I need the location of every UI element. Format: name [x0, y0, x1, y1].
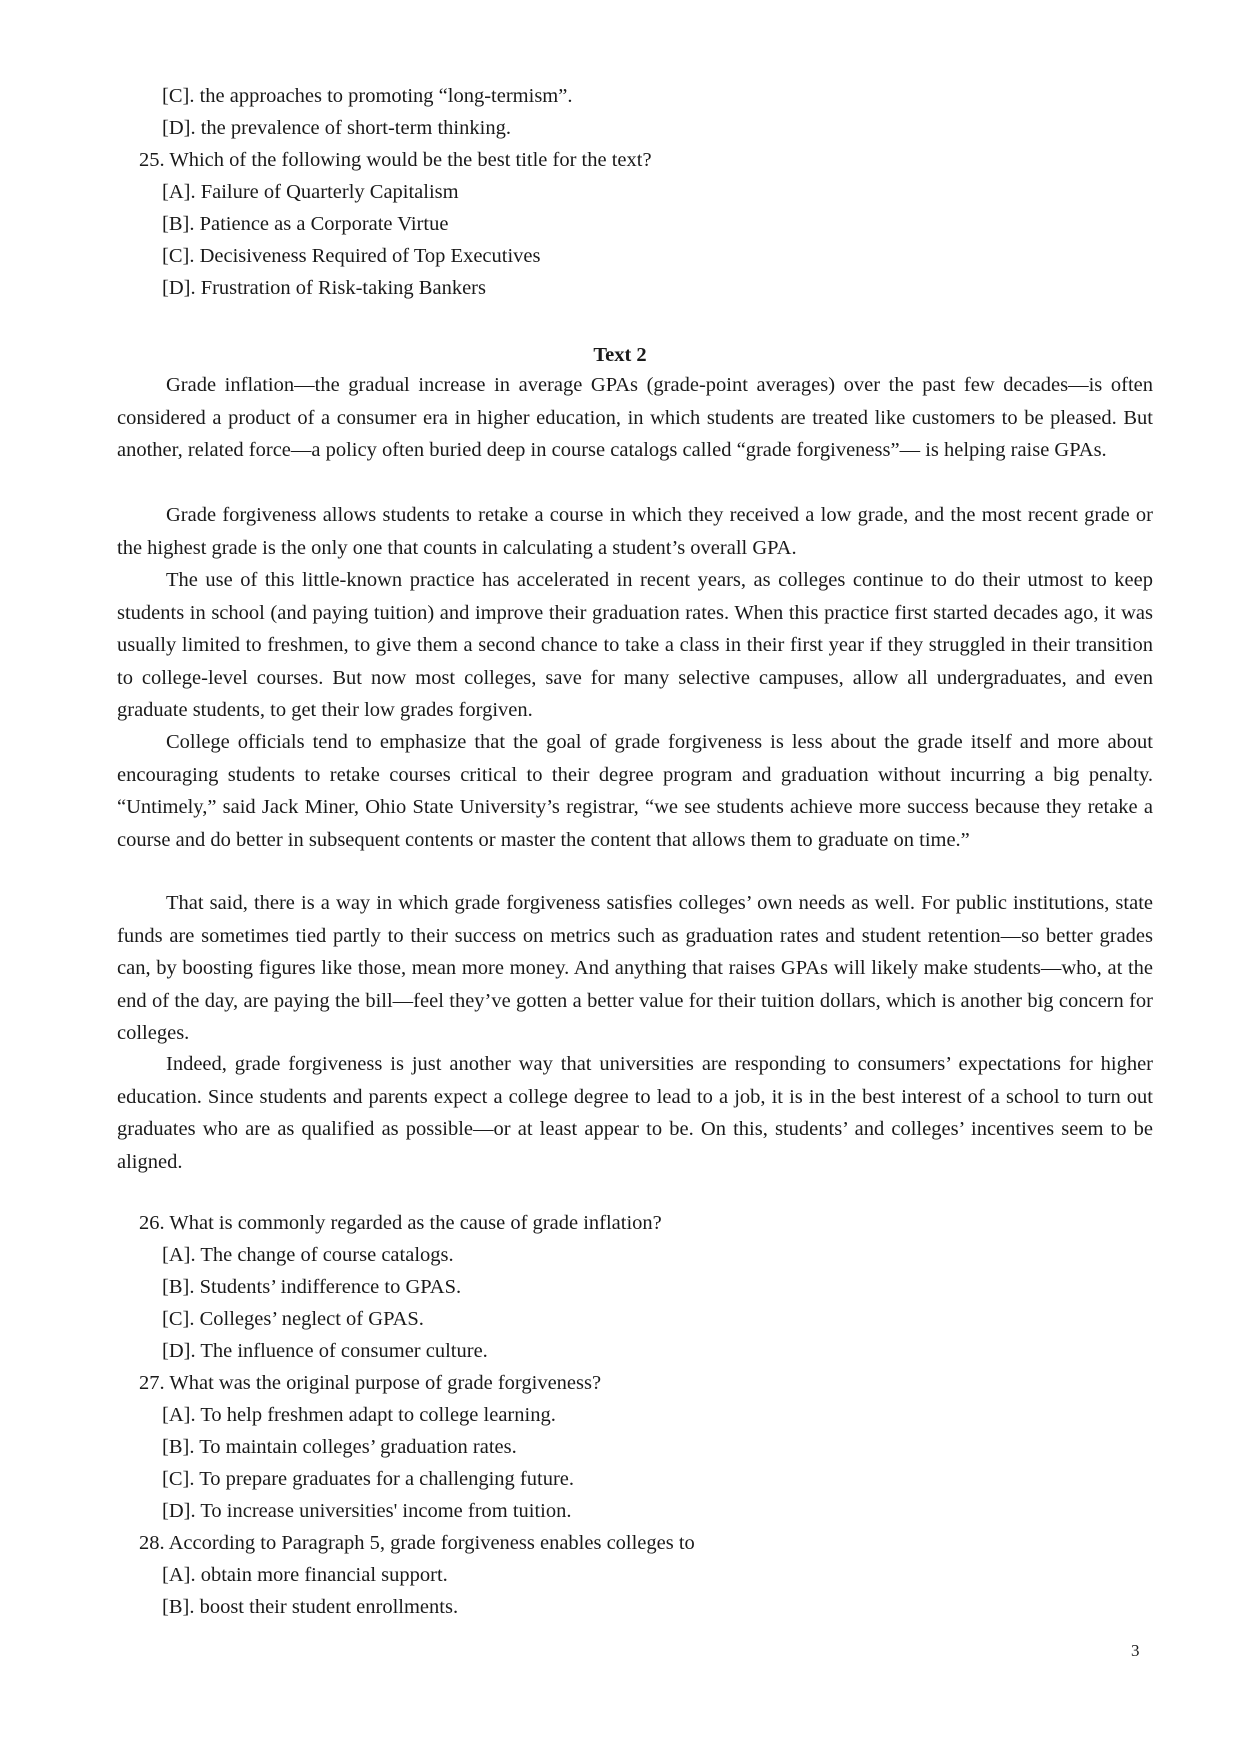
q26-option-b: [B]. Students’ indifference to GPAS.	[162, 1276, 462, 1298]
q25-option-c: [C]. Decisiveness Required of Top Executives	[162, 245, 541, 267]
text2-paragraph-5: That said, there is a way in which grade forgiveness satisfies colleges’ own needs as well. For public institutions, state funds are sometimes tied partly to their success on metrics such as graduation rates and student retention—so better grades can, by boosting figures like those, mean more money. And anything that raises GPAs will likely make students—who, at the end of the day, are paying the bill—feel they’ve gotten a better value for their tuition dollars, which is another big concern for colleges.	[117, 892, 1153, 1044]
q24-option-d: [D]. the prevalence of short-term thinking.	[162, 117, 511, 139]
q27-option-b: [B]. To maintain colleges’ graduation rates.	[162, 1436, 517, 1458]
q26-option-d: [D]. The influence of consumer culture.	[162, 1340, 488, 1362]
q28-question: 28. According to Paragraph 5, grade forgiveness enables colleges to	[139, 1532, 695, 1554]
q27-question: 27. What was the original purpose of grade forgiveness?	[139, 1372, 602, 1394]
text2-title: Text 2	[593, 344, 647, 366]
q24-option-c: [C]. the approaches to promoting “long-termism”.	[162, 85, 573, 107]
q25-question: 25. Which of the following would be the best title for the text?	[139, 149, 652, 171]
q26-question: 26. What is commonly regarded as the cause of grade inflation?	[139, 1212, 662, 1234]
q26-option-a: [A]. The change of course catalogs.	[162, 1244, 454, 1266]
q27-option-d: [D]. To increase universities' income from tuition.	[162, 1500, 572, 1522]
text2-paragraph-1: Grade inflation—the gradual increase in average GPAs (grade-point averages) over the past few decades—is often considered a product of a consumer era in higher education, in which students are treated like customers to be pleased. But another, related force—a policy often buried deep in course catalogs called “grade forgiveness”— is helping raise GPAs.	[117, 374, 1153, 461]
q27-option-c: [C]. To prepare graduates for a challenging future.	[162, 1468, 575, 1490]
text2-paragraph-3: The use of this little-known practice has accelerated in recent years, as colleges continue to do their utmost to keep students in school (and paying tuition) and improve their graduation rates. When this practice first started decades ago, it was usually limited to freshmen, to give them a second chance to take a class in their first year if they struggled in their transition to college-level courses. But now most colleges, save for many selective campuses, allow all undergraduates, and even graduate students, to get their low grades forgiven.	[117, 569, 1153, 721]
text2-paragraph-2: Grade forgiveness allows students to retake a course in which they received a low grade, and the most recent grade or the highest grade is the only one that counts in calculating a student’s overall GPA.	[117, 504, 1153, 559]
text2-paragraph-4: College officials tend to emphasize that the goal of grade forgiveness is less about the grade itself and more about encouraging students to retake courses critical to their degree program and graduation without incurring a big penalty. “Untimely,” said Jack Miner, Ohio State University’s registrar, “we see students achieve more success because they retake a course and do better in subsequent contents or master the content that allows them to graduate on time.”	[117, 731, 1153, 851]
q26-option-c: [C]. Colleges’ neglect of GPAS.	[162, 1308, 424, 1330]
q28-option-a: [A]. obtain more financial support.	[162, 1564, 448, 1586]
q27-option-a: [A]. To help freshmen adapt to college learning.	[162, 1404, 556, 1426]
q28-option-b: [B]. boost their student enrollments.	[162, 1596, 459, 1618]
q25-option-b: [B]. Patience as a Corporate Virtue	[162, 213, 449, 235]
q25-option-a: [A]. Failure of Quarterly Capitalism	[162, 181, 459, 203]
q25-option-d: [D]. Frustration of Risk-taking Bankers	[162, 277, 486, 299]
text2-paragraph-6: Indeed, grade forgiveness is just another way that universities are responding to consumers’ expectations for higher education. Since students and parents expect a college degree to lead to a job, it is in the best interest of a school to turn out graduates who are as qualified as possible—or at least appear to be. On this, students’ and colleges’ incentives seem to be aligned.	[117, 1053, 1153, 1173]
page-number: 3	[1131, 1641, 1140, 1660]
